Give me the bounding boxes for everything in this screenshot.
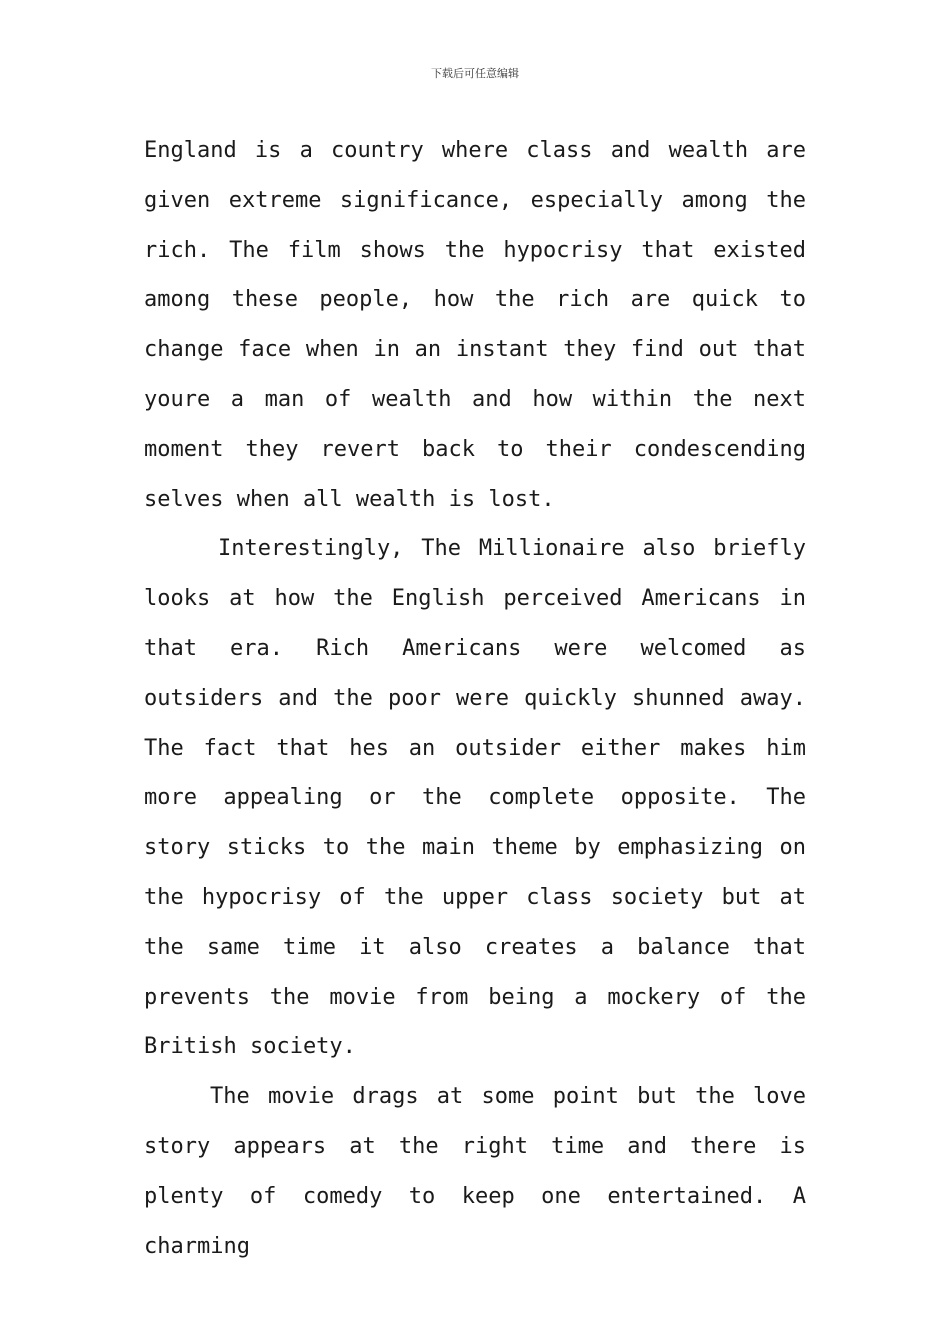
paragraph-3: The movie drags at some point but the love story appears at the right time and there is plenty of comedy to keep one entertained. A charming xyxy=(144,1084,806,1259)
paragraph-1: England is a country where class and wealth are given extreme significance, especially among the rich. The film shows the hypocrisy that existed among these people, how the rich are quick to change face when in an instant they find out that youre a man of wealth and how within the next moment they revert back to their condescending selves when all wealth is lost. xyxy=(144,138,806,512)
paragraph-2: Interestingly, The Millionaire also briefly looks at how the English perceived Americans in that era. Rich Americans were welcomed as outsiders and the poor were quickly shunned away. The fact that hes an outsider either makes him more appealing or the complete opposite. The story sticks to the main theme by emphasizing on the hypocrisy of the upper class society but at the same time it also creates a balance that prevents the movie from being a mockery of the British society. xyxy=(144,536,806,1060)
page-header-note: 下载后可任意编辑 xyxy=(431,67,519,80)
document-body xyxy=(144,126,806,1271)
